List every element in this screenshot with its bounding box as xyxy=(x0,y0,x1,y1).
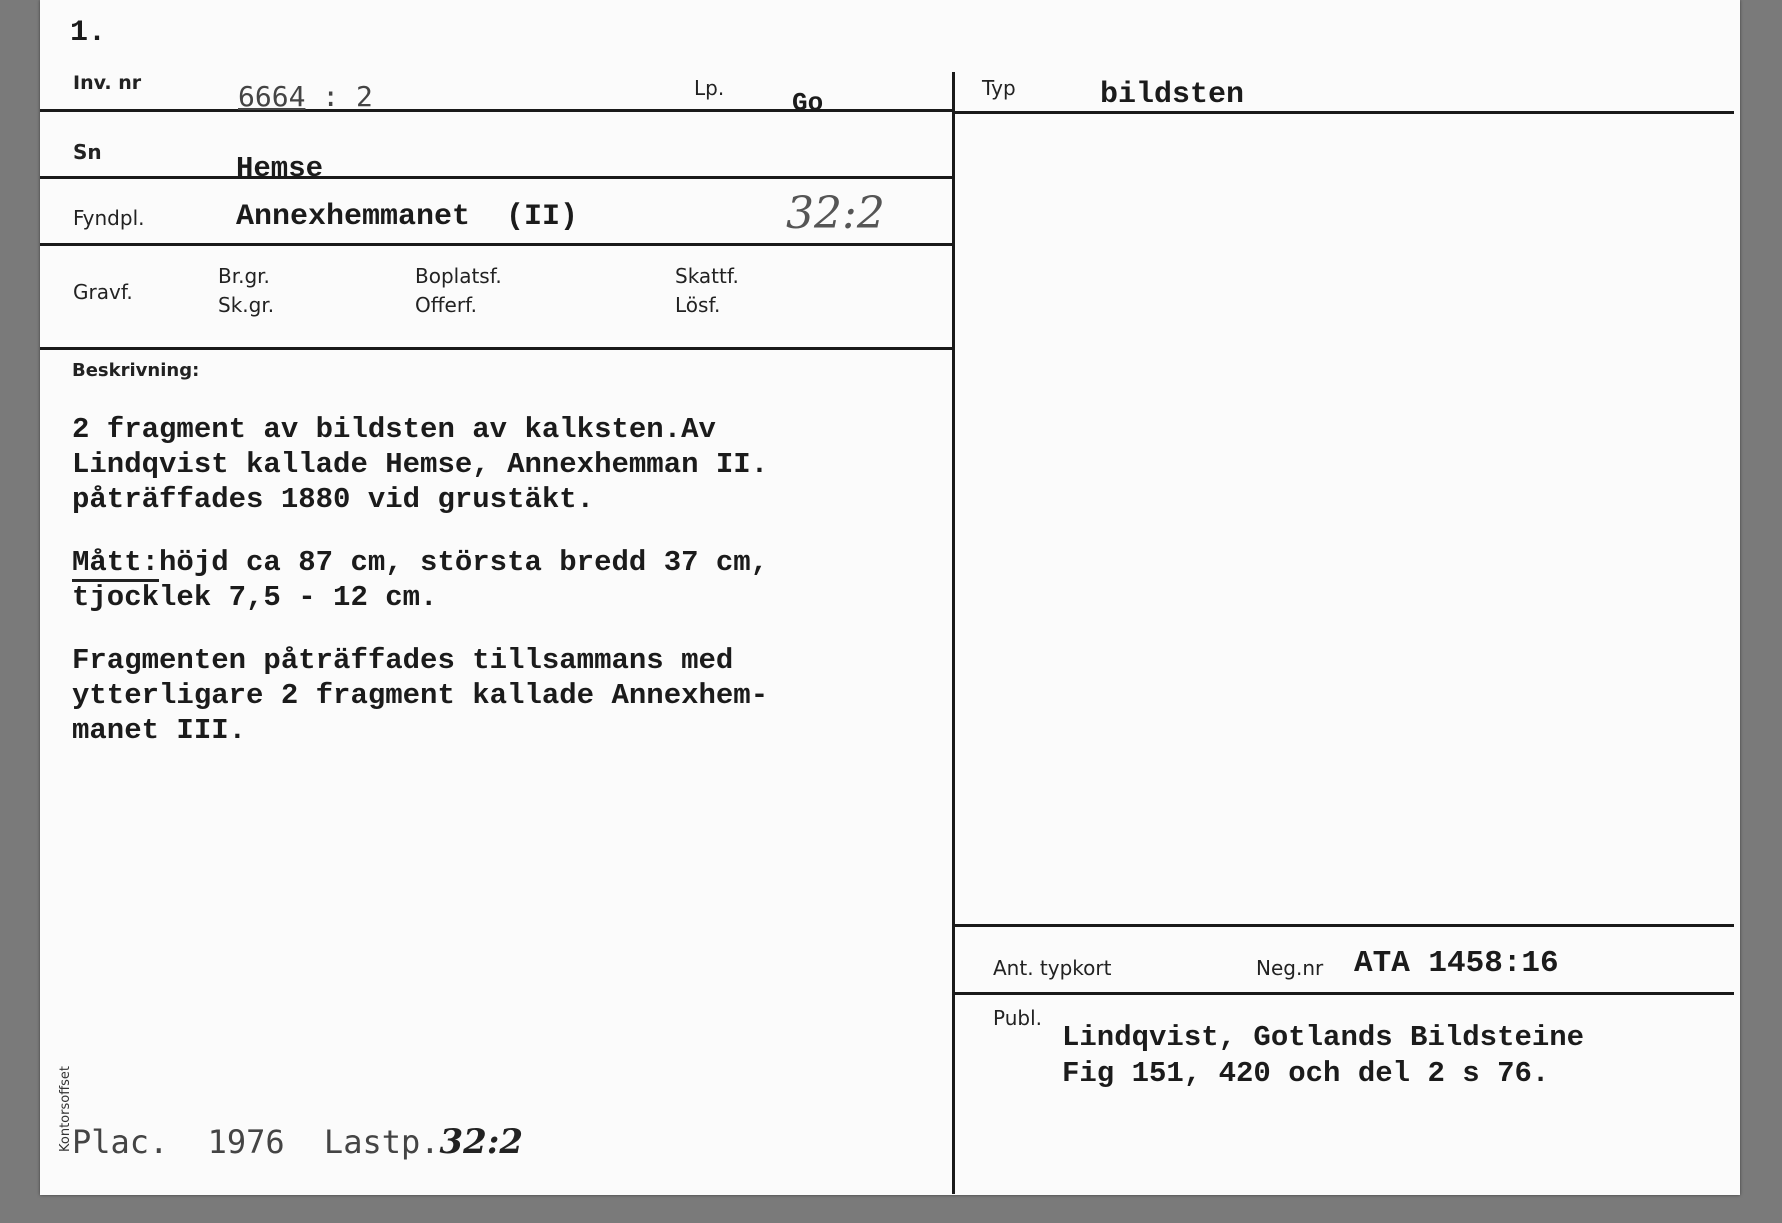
desc-paragraph-3 xyxy=(72,643,932,748)
desc-line: manet III. xyxy=(72,714,247,747)
desc-line: 2 fragment av bildsten av kalksten.Av xyxy=(72,413,716,446)
fyndpl-label: Fyndpl. xyxy=(73,206,145,230)
desc-line: påträffades 1880 vid grustäkt. xyxy=(72,483,595,516)
plac-stamp xyxy=(72,1122,523,1162)
desc-line: Lindqvist kallade Hemse, Annexhemman II. xyxy=(72,448,769,481)
beskrivning-label: Beskrivning: xyxy=(72,360,200,381)
typ-label: Typ xyxy=(982,76,1016,100)
rule-fyndpl xyxy=(40,243,954,246)
fyndpl-handwritten: 32:2 xyxy=(786,188,885,239)
negnr-value: ATA 1458:16 xyxy=(1354,946,1559,981)
sn-label: Sn xyxy=(73,140,102,164)
desc-paragraph-1 xyxy=(72,412,932,517)
ant-typkort-label: Ant. typkort xyxy=(993,956,1112,980)
matt-label: Mått: xyxy=(72,546,159,582)
lastp-label: Lastp. xyxy=(323,1123,440,1161)
rule-sn xyxy=(40,176,954,179)
desc-line: Fragmenten påträffades tillsammans med xyxy=(72,644,734,677)
losf-label: Lösf. xyxy=(675,293,721,317)
typ-value: bildsten xyxy=(1100,78,1245,112)
publ-line: Fig 151, 420 och del 2 s 76. xyxy=(1062,1057,1550,1090)
inv-nr-label: Inv. nr xyxy=(73,72,142,94)
sn-value: Hemse xyxy=(236,152,324,185)
rule-typ xyxy=(954,111,1734,114)
publ-label: Publ. xyxy=(993,1006,1042,1030)
rule-vertical xyxy=(952,72,955,1194)
catalog-card xyxy=(40,0,1740,1195)
description xyxy=(72,412,932,776)
rule-negnr xyxy=(954,992,1734,995)
brgr-label: Br.gr. xyxy=(218,264,270,288)
lp-label: Lp. xyxy=(694,76,725,100)
printer-mark: Kontorsoffset xyxy=(58,1065,73,1152)
gravf-label: Gravf. xyxy=(73,280,133,304)
lastp-value: 32:2 xyxy=(439,1122,524,1162)
rule-typkort xyxy=(954,924,1734,927)
inv-nr-value xyxy=(238,80,373,113)
inv-nr-sub: : 2 xyxy=(322,80,373,113)
skgr-label: Sk.gr. xyxy=(218,293,275,317)
publ-text xyxy=(1062,1020,1584,1092)
desc-line: tjocklek 7,5 - 12 cm. xyxy=(72,581,438,614)
boplatsf-label: Boplatsf. xyxy=(415,264,502,288)
desc-line: ytterligare 2 fragment kallade Annexhem- xyxy=(72,679,769,712)
desc-line: höjd ca 87 cm, största bredd 37 cm, xyxy=(159,546,769,579)
rule-gravf xyxy=(40,347,954,350)
inv-nr-number: 6664 xyxy=(238,80,306,113)
plac-year: 1976 xyxy=(207,1123,285,1161)
card-number: 1. xyxy=(70,16,107,50)
lp-value: Go xyxy=(792,88,824,118)
plac-label: Plac. xyxy=(72,1123,169,1161)
negnr-label: Neg.nr xyxy=(1256,956,1324,980)
fyndpl-value: Annexhemmanet (II) xyxy=(236,200,579,234)
desc-paragraph-2 xyxy=(72,545,932,615)
offerf-label: Offerf. xyxy=(415,293,477,317)
skattf-label: Skattf. xyxy=(675,264,739,288)
publ-line: Lindqvist, Gotlands Bildsteine xyxy=(1062,1021,1585,1054)
